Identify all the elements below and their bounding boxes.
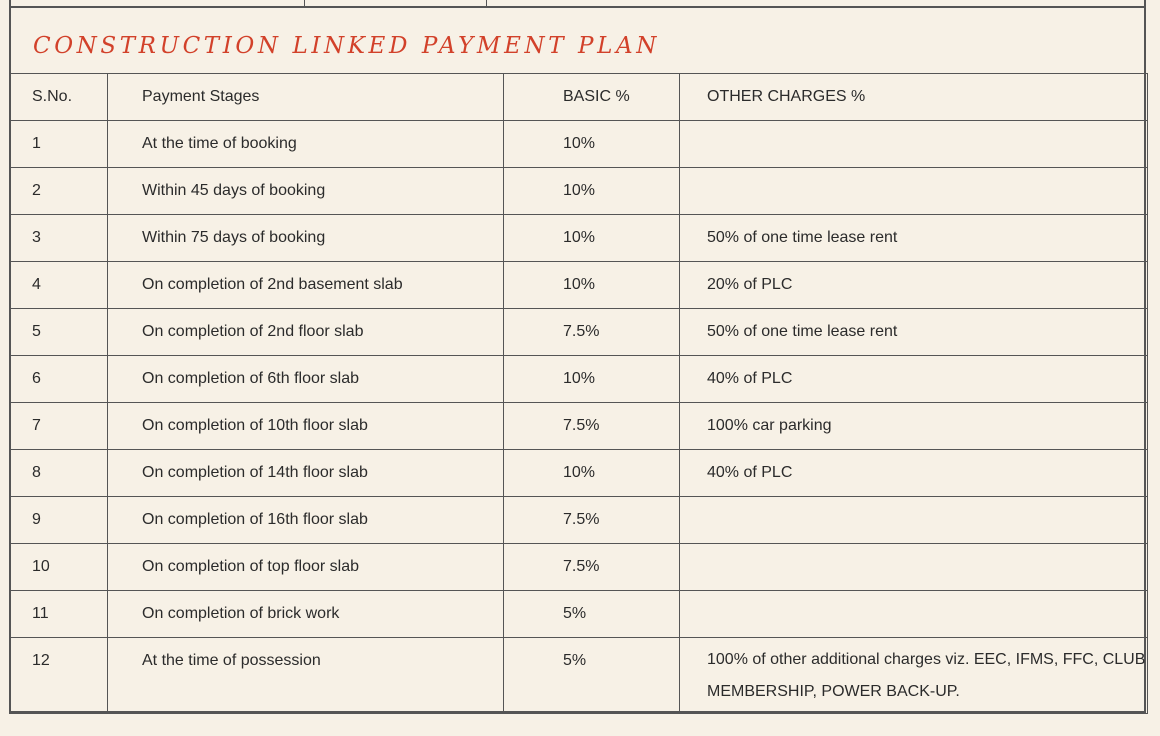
table-row [10,497,1148,544]
table-row [10,450,1148,497]
cell-sno: 7 [10,403,108,450]
table-row [10,309,1148,356]
cell-sno: 2 [10,168,108,215]
cell-other [680,591,1148,638]
cell-other: 50% of one time lease rent [680,215,1148,262]
cell-sno: 5 [10,309,108,356]
top-strip-divider [486,0,487,8]
cell-basic: 7.5% [504,403,680,450]
cell-sno: 11 [10,591,108,638]
header-basic: BASIC % [504,74,680,121]
table-row [10,403,1148,450]
cell-other [680,121,1148,168]
cell-stage: Within 45 days of booking [108,168,504,215]
header-sno: S.No. [10,74,108,121]
table-row [10,356,1148,403]
cell-stage: On completion of top floor slab [108,544,504,591]
header-stage: Payment Stages [108,74,504,121]
payment-plan-frame [9,0,1146,713]
cell-basic: 10% [504,168,680,215]
cell-stage: On completion of 6th floor slab [108,356,504,403]
cell-sno: 12 [10,638,108,714]
table-row [10,215,1148,262]
cell-sno: 4 [10,262,108,309]
cell-stage: On completion of 2nd basement slab [108,262,504,309]
cell-basic: 10% [504,121,680,168]
cell-basic: 10% [504,215,680,262]
payment-plan-table [9,73,1148,714]
cell-basic: 5% [504,591,680,638]
cell-sno: 10 [10,544,108,591]
cell-sno: 3 [10,215,108,262]
cell-stage: On completion of brick work [108,591,504,638]
cell-other [680,544,1148,591]
cell-basic: 10% [504,356,680,403]
cell-other: 100% car parking [680,403,1148,450]
cell-other [680,497,1148,544]
cell-basic: 5% [504,638,680,714]
cell-basic: 10% [504,450,680,497]
cell-sno: 8 [10,450,108,497]
table-row [10,638,1148,714]
cell-other: 50% of one time lease rent [680,309,1148,356]
cell-other: 100% of other additional charges viz. EEC, IFMS, FFC, CLUB MEMBERSHIP, POWER BACK-UP. [680,638,1148,714]
cell-stage: At the time of possession [108,638,504,714]
cell-other: 40% of PLC [680,450,1148,497]
cell-stage: Within 75 days of booking [108,215,504,262]
cell-basic: 7.5% [504,544,680,591]
cell-other: 20% of PLC [680,262,1148,309]
cell-other [680,168,1148,215]
cell-sno: 9 [10,497,108,544]
cell-basic: 10% [504,262,680,309]
cell-basic: 7.5% [504,497,680,544]
cell-basic: 7.5% [504,309,680,356]
cell-stage: On completion of 14th floor slab [108,450,504,497]
cell-stage: On completion of 16th floor slab [108,497,504,544]
header-other: OTHER CHARGES % [680,74,1148,121]
table-row [10,168,1148,215]
table-row [10,591,1148,638]
top-strip [11,0,1144,8]
cell-other: 40% of PLC [680,356,1148,403]
cell-stage: On completion of 10th floor slab [108,403,504,450]
top-strip-divider [304,0,305,8]
table-row [10,262,1148,309]
plan-title: CONSTRUCTION LINKED PAYMENT PLAN [33,33,660,59]
table-header-row [10,74,1148,121]
cell-stage: On completion of 2nd floor slab [108,309,504,356]
table-row [10,121,1148,168]
cell-sno: 1 [10,121,108,168]
cell-stage: At the time of booking [108,121,504,168]
cell-sno: 6 [10,356,108,403]
table-row [10,544,1148,591]
